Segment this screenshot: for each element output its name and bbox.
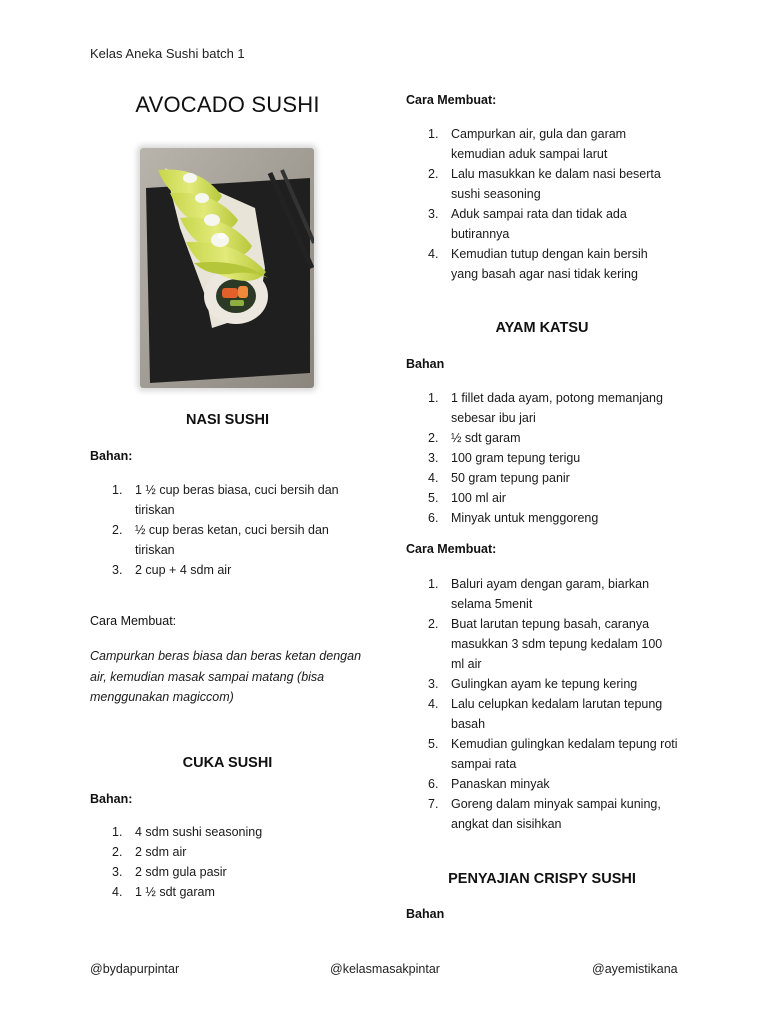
penyajian-bahan-label: Bahan xyxy=(406,907,445,921)
list-item: 3. Gulingkan ayam ke tepung kering xyxy=(428,677,638,691)
list-item: 2. Buat larutan tepung basah, caranya masukkan 3 sdm tepung kedalam 100 ml air xyxy=(428,617,663,671)
list-item: 1. 1 fillet dada ayam, potong memanjang sebesar ibu jari xyxy=(428,391,663,425)
katsu-cara-list xyxy=(426,574,678,834)
list-item: 4. 50 gram tepung panir xyxy=(428,471,570,485)
list-item: 1. Baluri ayam dengan garam, biarkan selama 5menit xyxy=(428,577,650,611)
list-item: 2. 2 sdm air xyxy=(112,845,187,859)
list-item: 4. 1 ½ sdt garam xyxy=(112,885,215,899)
list-item: 5. Kemudian gulingkan kedalam tepung roti sampai rata xyxy=(428,737,678,771)
list-item: 2. ½ sdt garam xyxy=(428,431,521,445)
nasi-sushi-title: NASI SUSHI xyxy=(186,412,269,428)
nasi-cara-text: Campurkan beras biasa dan beras ketan dengan air, kemudian masak sampai matang (bisa menggunakan magiccom) xyxy=(90,649,362,704)
katsu-bahan-label: Bahan xyxy=(406,357,445,371)
list-item: 1. 4 sdm sushi seasoning xyxy=(112,825,263,839)
nasi-bahan-label: Bahan: xyxy=(90,449,133,463)
footer-handle-left: @bydapurpintar xyxy=(90,962,180,976)
list-item: 2. ½ cup beras ketan, cuci bersih dan tiriskan xyxy=(112,523,329,557)
page-header: Kelas Aneka Sushi batch 1 xyxy=(90,46,245,61)
cuka-bahan-list xyxy=(110,822,365,902)
list-item: 4. Lalu celupkan kedalam larutan tepung basah xyxy=(428,697,663,731)
recipe-title: AVOCADO SUSHI xyxy=(135,92,320,117)
list-item: 1. 1 ½ cup beras biasa, cuci bersih dan tiriskan xyxy=(112,483,339,517)
avocado-sushi-roll-photo xyxy=(140,148,314,388)
list-item: 5. 100 ml air xyxy=(428,491,506,505)
nasi-cara-label: Cara Membuat: xyxy=(90,614,177,628)
list-item: 2. Lalu masukkan ke dalam nasi beserta sushi seasoning xyxy=(428,167,661,201)
list-item: 1. Campurkan air, gula dan garam kemudian aduk sampai larut xyxy=(428,127,627,161)
footer-handle-right: @ayemistikana xyxy=(592,962,678,976)
list-item: 3. 2 sdm gula pasir xyxy=(112,865,227,879)
cuka-cara-label: Cara Membuat: xyxy=(406,93,497,107)
katsu-cara-label: Cara Membuat: xyxy=(406,542,497,556)
list-item: 6. Panaskan minyak xyxy=(428,777,550,791)
cuka-cara-list xyxy=(426,124,678,284)
list-item: 3. Aduk sampai rata dan tidak ada butirannya xyxy=(428,207,627,241)
ayam-katsu-title: AYAM KATSU xyxy=(495,320,589,336)
nasi-bahan-list xyxy=(110,480,365,580)
list-item: 3. 2 cup + 4 sdm air xyxy=(112,563,232,577)
list-item: 6. Minyak untuk menggoreng xyxy=(428,511,599,525)
cuka-sushi-title: CUKA SUSHI xyxy=(182,755,273,771)
list-item: 7. Goreng dalam minyak sampai kuning, angkat dan sisihkan xyxy=(428,797,661,831)
list-item: 4. Kemudian tutup dengan kain bersih yang basah agar nasi tidak kering xyxy=(428,247,648,281)
penyajian-title: PENYAJIAN CRISPY SUSHI xyxy=(448,871,636,887)
list-item: 3. 100 gram tepung terigu xyxy=(428,451,581,465)
footer-handle-center: @kelasmasakpintar xyxy=(330,962,440,976)
katsu-bahan-list xyxy=(426,388,678,528)
cuka-bahan-label: Bahan: xyxy=(90,792,133,806)
